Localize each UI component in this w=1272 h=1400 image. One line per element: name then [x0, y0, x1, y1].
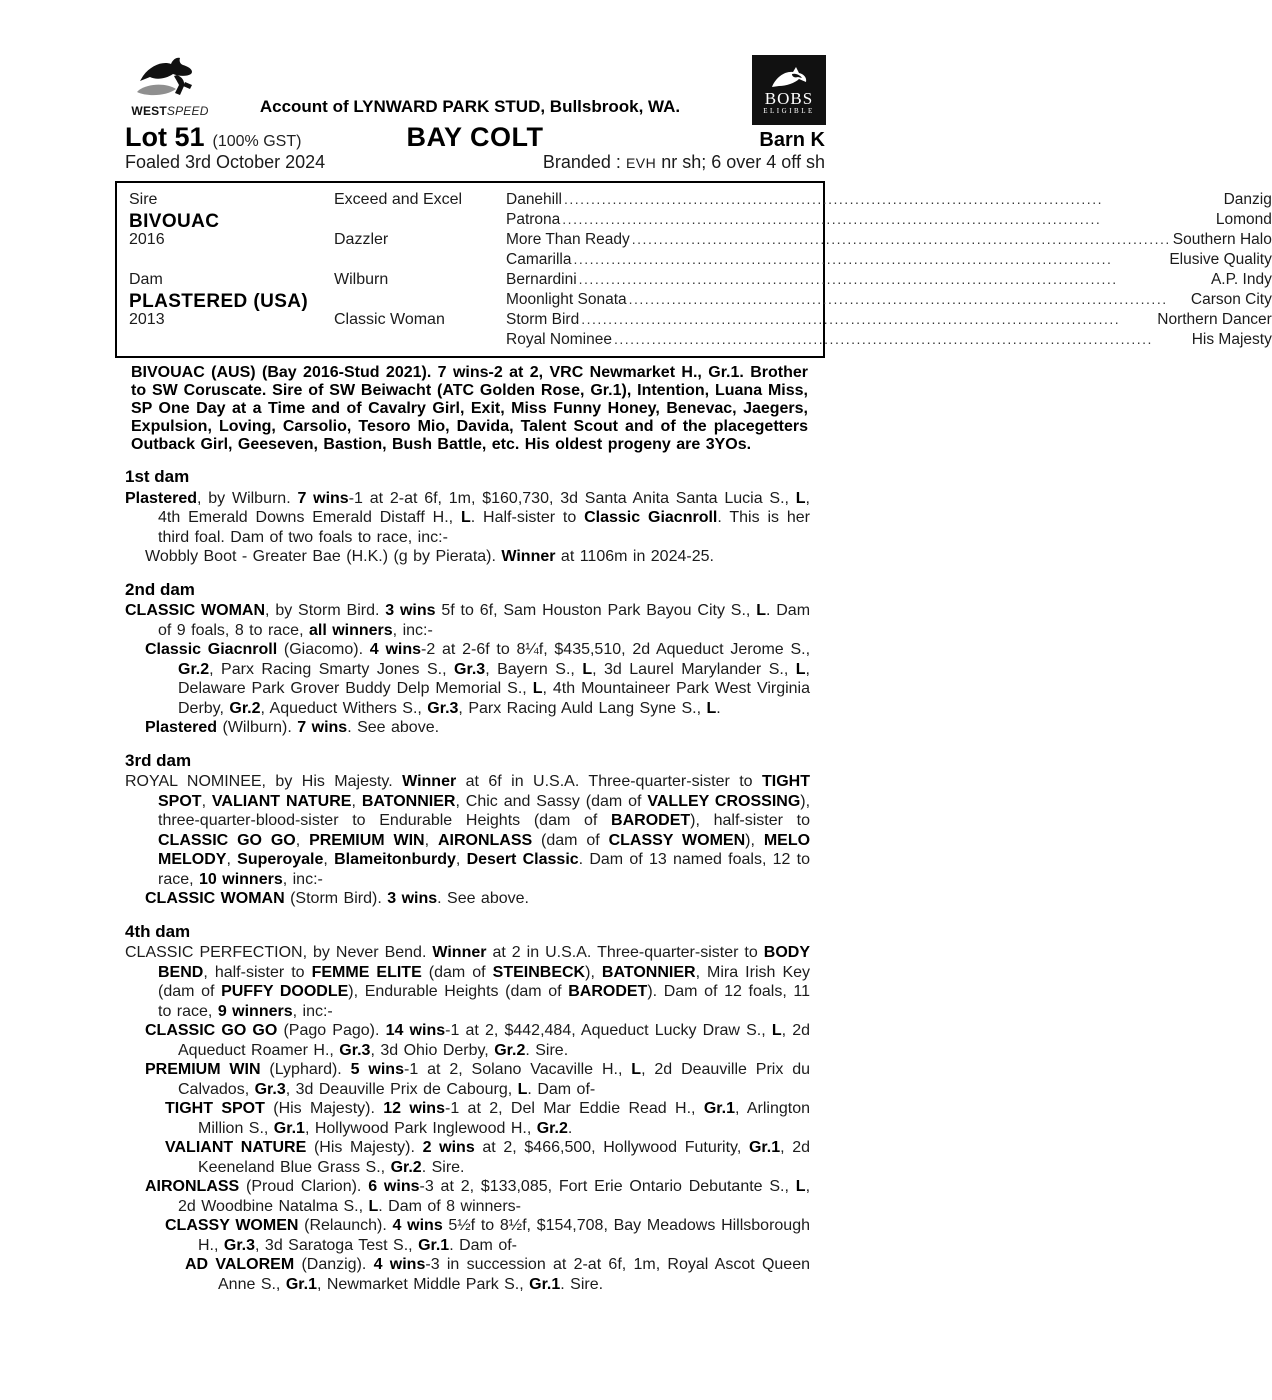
progeny-paragraph: Wobbly Boot - Greater Bae (H.K.) (g by Pierata). Winner at 1106m in 2024-25.: [145, 548, 714, 565]
progeny-paragraph: Plastered (Wilburn). 7 wins. See above.: [145, 719, 440, 736]
progeny-paragraph: AD VALOREM (Danzig). 4 wins-3 in succession at 2-at 6f, 1m, Royal Ascot Queen Anne S., Gr.1, Newmarket Middle Park S., Gr.1. Sire.: [185, 1256, 811, 1293]
grandparent-name: Patrona: [506, 211, 561, 228]
grandparent-name: Moonlight Sonata: [506, 291, 627, 308]
grandparent-row: [506, 211, 1272, 231]
dots-leader: [632, 231, 1171, 249]
dam-paragraph: ROYAL NOMINEE, by His Majesty. Winner at 6f in U.S.A. Three-quarter-sister to TIGHT SPOT, VALIANT NATURE, BATONNIER, Chic and Sassy (dam of VALLEY CROSSING), three-quarter-blood-sister to Endurable Heights (dam of BARODET), half-sister to CLASSIC GO GO, PREMIUM WIN, AIRONLASS (dam of CLASSY WOMEN), MELO MELODY, Superoyale, Blameitonburdy, Desert Classic. Dam of 13 named foals, 12 to race, 10 winners, inc:-: [125, 773, 811, 888]
stallion-summary: BIVOUAC (AUS) (Bay 2016-Stud 2021). 7 wins-2 at 2, VRC Newmarket H., Gr.1. Brother to SW Coruscate. Sire of SW Beiwacht (ATC Golden Rose, Gr.1), Intention, Luana Miss, SP One Day at a Time and of Cavalry Girl, Exit, Miss Funny Honey, Benevac, Jaegers, Expulsion, Loving, Carsolio, Tesoro Mio, Davida, Talent Scout and of the placegetters Outback Girl, Geeseven, Bastion, Bush Battle, etc. His oldest progeny are 3YOs.: [131, 364, 808, 453]
lot-row: [125, 122, 825, 153]
dam-paragraph: Plastered, by Wilburn. 7 wins-1 at 2-at 6f, 1m, $160,730, 3d Santa Anita Santa Lucia S., L, 4th Emerald Downs Emerald Distaff H., L. Half-sister to Classic Giacnroll. This is her third foal. Dam of two foals to race, inc:-: [125, 489, 810, 546]
westspeed-wordmark: WESTSPEED: [131, 104, 209, 118]
grandparent-name: Bernardini: [506, 271, 577, 288]
grandparent-name: More Than Ready: [506, 231, 630, 248]
sire-parent-1: Exceed and Excel: [334, 191, 463, 208]
section-heading-4th-dam: 4th dam: [125, 921, 191, 941]
dots-leader: [562, 211, 1214, 229]
section-heading-2nd-dam: 2nd dam: [125, 579, 195, 599]
grandparent-row: [506, 291, 1272, 311]
gst-label: (100% GST): [212, 133, 302, 150]
section-4th-dam: [125, 922, 810, 1295]
branded-text: Branded : EVH nr sh; 6 over 4 off sh: [542, 152, 825, 172]
foaled-row: [125, 152, 825, 173]
grandparent-name: Royal Nominee: [506, 331, 612, 348]
progeny-paragraph: PREMIUM WIN (Lyphard). 5 wins-1 at 2, Solano Vacaville H., L, 2d Deauville Prix du Calvados, Gr.3, 3d Deauville Prix de Cabourg, L. Dam of-: [145, 1061, 811, 1098]
foaled-date: Foaled 3rd October 2024: [125, 152, 326, 172]
grandparent-name: Camarilla: [506, 251, 572, 268]
sire-parent-2: Dazzler: [334, 231, 389, 248]
grandparent-sire: His Majesty: [1191, 331, 1272, 348]
grandparent-row: [506, 231, 1272, 251]
barn-label: Barn K: [759, 129, 825, 151]
grandparent-row: [506, 191, 1272, 211]
pedigree-grid: [117, 183, 1272, 351]
progeny-paragraph: VALIANT NATURE (His Majesty). 2 wins at 2, $466,500, Hollywood Futurity, Gr.1, 2d Keeneland Blue Grass S., Gr.2. Sire.: [165, 1139, 811, 1176]
section-2nd-dam: [125, 580, 810, 738]
sire-name: BIVOUAC: [129, 211, 220, 232]
grandparent-sire: Danzig: [1223, 191, 1272, 208]
grandparent-sire: Lomond: [1215, 211, 1272, 228]
progeny-paragraph: CLASSIC WOMAN (Storm Bird). 3 wins. See above.: [145, 890, 529, 907]
section-3rd-dam: [125, 751, 810, 909]
progeny-paragraph: Classic Giacnroll (Giacomo). 4 wins-2 at 2-6f to 8¼f, $435,510, 2d Aqueduct Jerome S., Gr.2, Parx Racing Smarty Jones S., Gr.3, Bayern S., L, 3d Laurel Marylander S., L, Delaware Park Grover Buddy Delp Memorial S., L, 4th Mountaineer Park West Virginia Derby, Gr.2, Aqueduct Withers S., Gr.3, Parx Racing Auld Lang Syne S., L.: [145, 641, 811, 717]
dots-leader: [573, 251, 1167, 269]
sire-label: Sire: [129, 191, 158, 208]
section-heading-3rd-dam: 3rd dam: [125, 750, 192, 770]
dam-paragraph: CLASSIC PERFECTION, by Never Bend. Winner at 2 in U.S.A. Three-quarter-sister to BODY BEND, half-sister to FEMME ELITE (dam of STEINBECK), BATONNIER, Mira Irish Key (dam of PUFFY DOODLE), Endurable Heights (dam of BARODET). Dam of 12 foals, 11 to race, 9 winners, inc:-: [125, 944, 811, 1020]
pedigree-table: [115, 181, 1272, 358]
dots-leader: [614, 331, 1190, 349]
bobs-eligible-label: ELIGIBLE: [763, 106, 815, 115]
dots-leader: [581, 311, 1155, 329]
dam-parent-1: Wilburn: [334, 271, 389, 288]
dam-paragraph: CLASSIC WOMAN, by Storm Bird. 3 wins 5f to 6f, Sam Houston Park Bayou City S., L. Dam of 9 foals, 8 to race, all winners, inc:-: [125, 602, 811, 639]
grandparent-name: Danehill: [506, 191, 563, 208]
grandparent-row: [506, 311, 1272, 331]
dam-name: PLASTERED (USA): [129, 291, 309, 312]
brand-mark: EVH: [625, 155, 657, 171]
dots-leader: [579, 271, 1209, 289]
page-title: BAY COLT: [406, 122, 544, 152]
grandparent-sire: Elusive Quality: [1169, 251, 1272, 268]
progeny-paragraph: CLASSIC GO GO (Pago Pago). 14 wins-1 at 2, $442,484, Aqueduct Lucky Draw S., L, 2d Aqueduct Roamer H., Gr.3, 3d Ohio Derby, Gr.2. Sire.: [145, 1022, 811, 1059]
grandparent-sire: Carson City: [1190, 291, 1272, 308]
dam-label: Dam: [129, 271, 163, 288]
progeny-paragraph: TIGHT SPOT (His Majesty). 12 wins-1 at 2, Del Mar Eddie Read H., Gr.1, Arlington Million S., Gr.1, Hollywood Park Inglewood H., Gr.2.: [165, 1100, 811, 1137]
grandparent-sire: Southern Halo: [1172, 231, 1272, 248]
section-1st-dam: [125, 467, 810, 567]
grandparent-sire: Northern Dancer: [1157, 311, 1272, 328]
dots-leader: [629, 291, 1189, 309]
grandparent-row: [506, 271, 1272, 291]
section-heading-1st-dam: 1st dam: [125, 467, 190, 486]
progeny-paragraph: AIRONLASS (Proud Clarion). 6 wins-3 at 2, $133,085, Fort Erie Ontario Debutante S., L, 2d Woodbine Natalma S., L. Dam of 8 winners-: [145, 1178, 811, 1215]
grandparent-row: [506, 251, 1272, 271]
progeny-paragraph: CLASSY WOMEN (Relaunch). 4 wins 5½f to 8½f, $154,708, Bay Meadows Hillsborough H., Gr.3, 3d Saratoga Test S., Gr.1. Dam of-: [165, 1217, 811, 1254]
lot-number: Lot 51: [125, 122, 205, 152]
dots-leader: [564, 191, 1222, 209]
lot-left: [125, 122, 406, 153]
account-line: Account of LYNWARD PARK STUD, Bullsbrook, WA.: [259, 97, 681, 116]
dam-year: 2013: [129, 311, 165, 328]
bobs-logo: [752, 55, 826, 125]
grandparent-sire: A.P. Indy: [1210, 271, 1272, 288]
bobs-wordmark: BOBS: [764, 88, 814, 108]
dam-parent-2: Classic Woman: [334, 311, 445, 328]
sire-year: 2016: [129, 231, 165, 248]
grandparent-name: Storm Bird: [506, 311, 580, 328]
body-copy: [115, 364, 825, 1294]
bobs-horse-icon: [768, 66, 810, 90]
grandparent-row: [506, 331, 1272, 351]
